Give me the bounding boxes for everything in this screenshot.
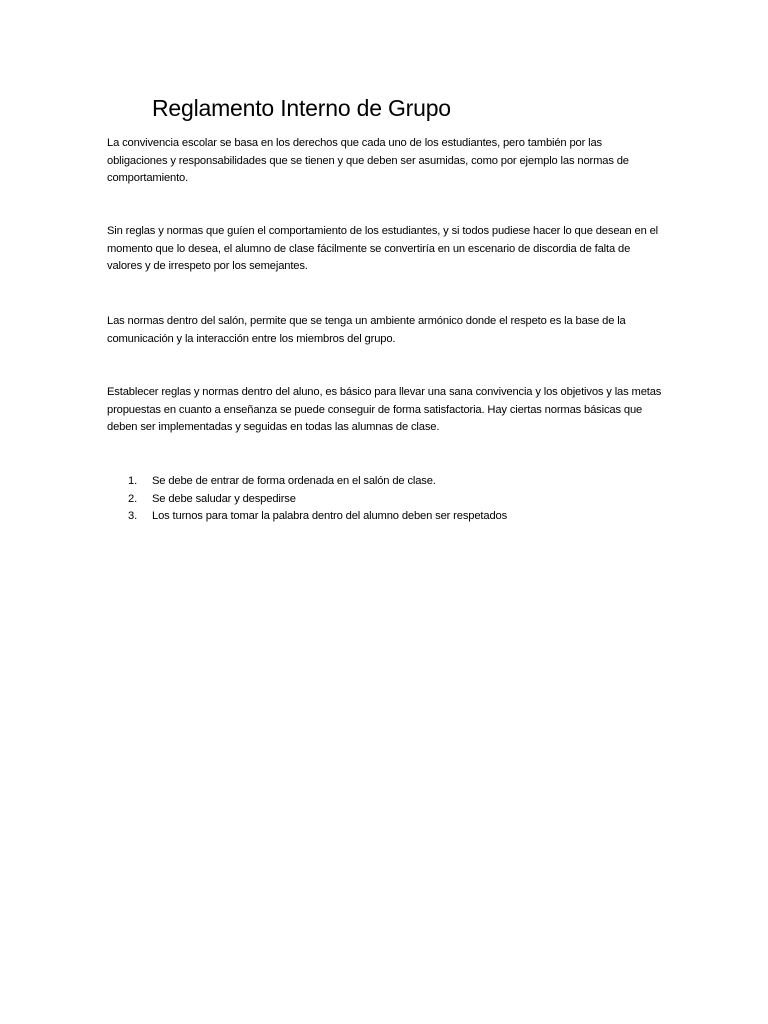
list-item (107, 473, 667, 491)
paragraph-sin-reglas: Sin reglas y normas que guíen el comportamiento de los estudiantes, y si todos pudiese hacer lo que desean en el momento que lo desea, el alumno de clase fácilmente se convertiría en un escenario de discordia de falta de valores y de irrespeto por los semejantes. (107, 225, 659, 272)
list-item-number: 1. (128, 475, 138, 487)
document-title: Reglamento Interno de Grupo (152, 95, 451, 121)
list-item-number: 3. (128, 510, 138, 522)
list-item (107, 508, 667, 526)
list-item-text: Se debe saludar y despedirse (152, 492, 296, 505)
paragraph-normas-salon: Las normas dentro del salón, permite que se tenga un ambiente armónico donde el respeto es la base de la comunicación y la interacción entre los miembros del grupo. (107, 315, 626, 345)
list-item-text: Los turnos para tomar la palabra dentro del alumno deben ser respetados (152, 510, 508, 522)
paragraph-establecer-reglas: Establecer reglas y normas dentro del aluno, es básico para llevar una sana convivencia y los objetivos y las metas propuestas en cuanto a enseñanza se puede conseguir de forma satisfactoria. Hay ciertas normas básicas que deben ser implementadas y seguidas en todas las alumnas de clase. (107, 386, 662, 433)
paragraph-convivencia: La convivencia escolar se basa en los derechos que cada uno de los estudiantes, pero también por las obligaciones y responsabilidades que se tienen y que deben ser asumidas, como por ejemplo las normas de comportamiento. (107, 137, 629, 184)
list-item-text: Se debe de entrar de forma ordenada en el salón de clase. (152, 475, 436, 487)
list-item (107, 491, 667, 509)
rules-list (107, 473, 667, 526)
list-item-number: 2. (128, 492, 138, 505)
